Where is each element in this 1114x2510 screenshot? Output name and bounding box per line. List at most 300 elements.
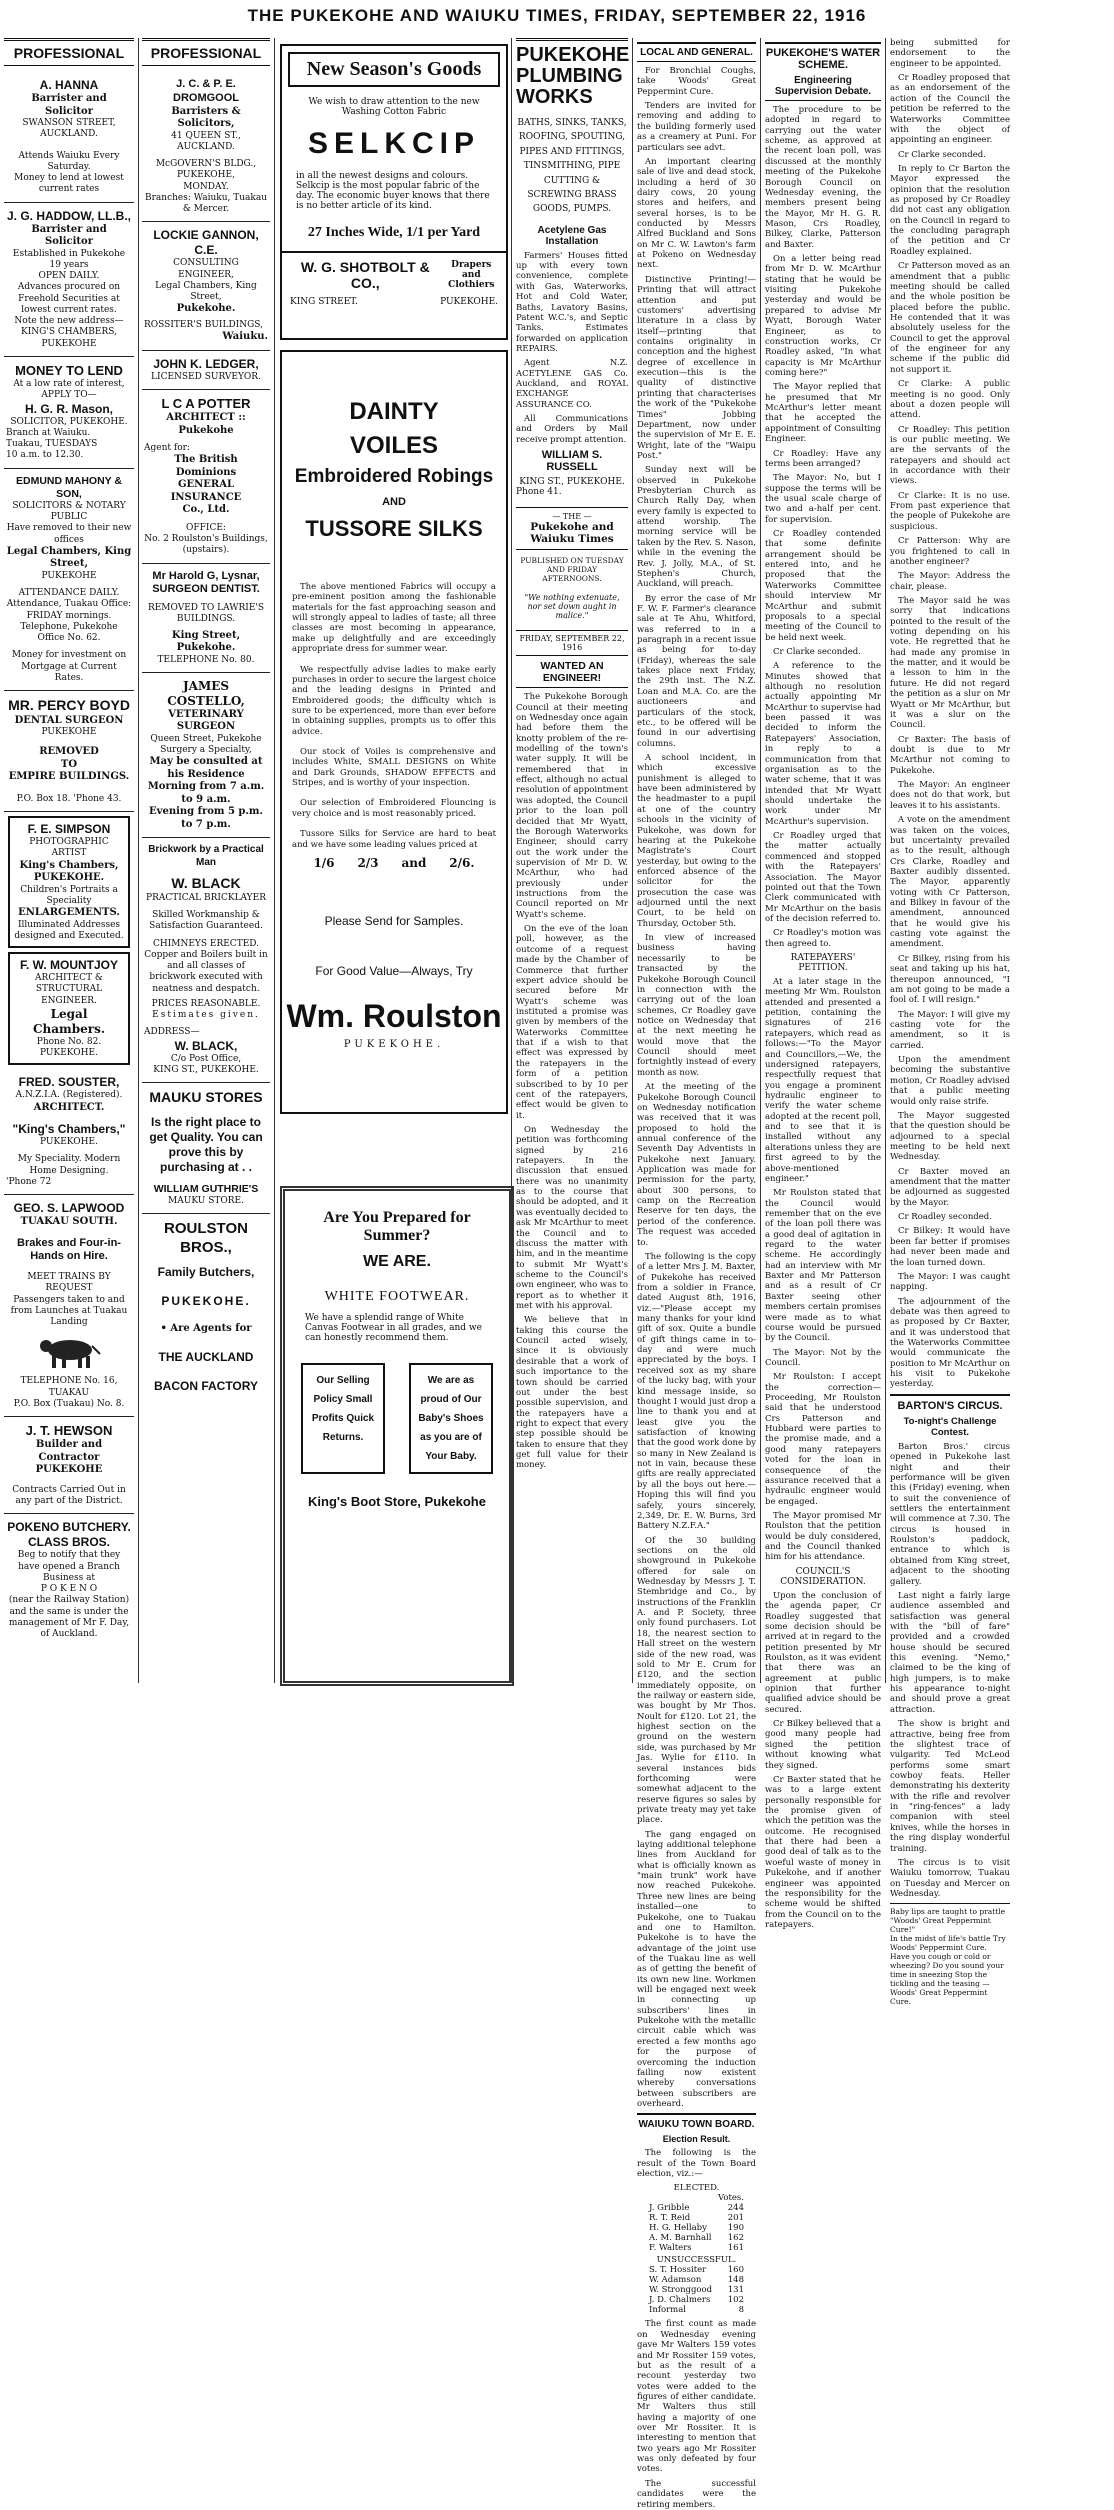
card-line: (near the Railway Station) and the same is under the management of Mr F. Day, of Auckland.: [8, 1595, 130, 1639]
vote-row: [637, 2295, 756, 2305]
price: 2/3: [357, 855, 379, 870]
card-title: POKENO BUTCHERY.: [7, 1520, 131, 1535]
card-line: Contracts Carried Out in any part of the District.: [12, 1484, 126, 1506]
article-paragraph: The Mayor promised Mr Roulston that the petition would be duly considered, and the Council thanked him for his attendance.: [765, 1511, 881, 1563]
motto: "We nothing extenuate, nor set down aught in malice.": [524, 593, 620, 621]
card-line: REMOVED: [39, 746, 99, 758]
card-line: Have removed to their new offices: [6, 523, 132, 545]
article-paragraph: Cr Clarke seconded.: [773, 646, 861, 657]
card-line: PUKEKOHE: [41, 570, 97, 581]
article-paragraph: In view of increased business having necessarily to be transacted by the Pukekohe Borough Council in connection with the carrying out of the loan schemes, Cr Roadley gave notice on Wednesday that at the next meeting he would move that the Council should meet fortnightly instead of every month as now.: [637, 933, 756, 1078]
card-line: TELEPHONE No. 80.: [157, 654, 255, 665]
card-line: PRACTICAL BRICKLAYER: [146, 892, 266, 903]
article-paragraph: The first count as made on Wednesday evening gave Mr Walters 159 votes and Mr Rossiter 159 votes, but as the result of a recount yesterday two votes were added to the figures of either candidate. Mr Walters thus still having a majority of one over Mr Rossiter. It is interesting to mention that two years ago Mr Rossiter was only defeated by four votes.: [637, 2319, 756, 2475]
card-title: JOHN K. LEDGER,: [153, 356, 259, 371]
card-line: MONDAY.: [183, 181, 229, 192]
article-paragraph: The Mayor: An engineer does not do that work, but leaves it to his assistants.: [890, 780, 1010, 811]
ad-footer-address: [282, 297, 506, 307]
article-paragraph: The Mayor: Address the chair, please.: [890, 571, 1010, 592]
masthead: THE PUKEKOHE AND WAIUKU TIMES, FRIDAY, SEPTEMBER 22, 1916: [247, 6, 867, 25]
column-water-scheme: [765, 38, 881, 1930]
article-paragraph: Mr Roulston stated that the Council would remember that on the eve of the loan poll there was a good deal of agitation in regard to the water scheme. He accordingly had an interview with Mr Baxter and Mr Patterson and as a result of Cr Baxter seeing other members certain promises were made as to what course would be pursued by the Council.: [765, 1188, 881, 1344]
article-paragraph: Cr Clarke: It is no use. From past experience that the people of Pukekohe are suspicious.: [890, 490, 1010, 532]
vote-row: [637, 2223, 756, 2233]
article-paragraph: The adjournment of the debate was then agreed to as proposed by Cr Baxter, and it was understood that the Waterworks Committee would communicate the position to Mr McArthur on his visit to Pukekohe yesterday.: [890, 1296, 1010, 1390]
card-line: Children's Portraits a Speciality: [20, 884, 118, 906]
card-lapwood: [4, 1195, 134, 1417]
ad-paragraph: Our stock of Voiles is comprehensive and includes White, SMALL DESIGNS on White and Dark Grounds, SHADOW EFFECTS and Stripes, and is worthy of your inspection.: [292, 747, 496, 789]
card-line: EMPIRE BUILDINGS.: [8, 771, 130, 783]
card-line: Tuakau, TUESDAYS: [6, 439, 98, 449]
article-paragraph: A school incident, in which excessive punishment is alleged to have been administered by the headmaster to a pupil at one of the country schools in the vicinity of Pukekohe, was down for hearing at the Pukekohe Magistrate's Court yesterday, but owing to the enforced absence of the solicitor for the prosecution the case was adjourned until the next Court, to be held on Thursday, October 5th.: [637, 753, 756, 929]
card-line: • Are Agents for: [160, 1323, 252, 1335]
article-subheading: COUNCIL'S CONSIDERATION.: [780, 1566, 866, 1587]
card-line: GENERAL INSURANCE: [170, 479, 242, 503]
article-paragraph: Cr Bilkey: It would have been far better if promises had never been made and the loan turned down.: [890, 1226, 1010, 1268]
card-line: The British Dominions: [174, 454, 238, 478]
card-line: A.N.Z.I.A. (Registered).: [15, 1090, 123, 1101]
card-line: CONSULTING ENGINEER,: [173, 258, 239, 280]
column-rule: [632, 38, 633, 1683]
card-title: J. C. & P. E. DROMGOOL: [173, 78, 239, 104]
ad-new-seasons-goods: [280, 44, 508, 340]
card-hanna: [4, 72, 134, 203]
card-title: JAMES COSTELLO,: [167, 678, 245, 708]
publish-note: PUBLISHED ON TUESDAY AND FRIDAY AFTERNOONS.: [520, 556, 624, 584]
article-paragraph: A reference to the Minutes showed that although no resolution actually appointing Mr McArthur to supervise had been passed it was decided to inform the Ratepayers' Association, in reply to a communication from that organisation as to the water scheme, that it was intended that Mr Wyatt should undertake the work under Mr McArthur's supervision.: [765, 661, 881, 827]
section-header: PROFESSIONAL: [4, 38, 134, 66]
card-line: P.O. Box (Tuakau) No. 8.: [13, 1398, 125, 1409]
card-title: J. G. HADDOW, LL.B.,: [6, 208, 131, 223]
card-line: CLASS BROS.: [27, 1535, 110, 1550]
card-title: FRED. SOUSTER,: [18, 1075, 120, 1090]
article-paragraph: Cr Roadley: Have any terms been arranged?: [765, 448, 881, 469]
ad-firm: King's Boot Store, Pukekohe: [308, 1494, 486, 1509]
votes: 201: [727, 2213, 744, 2224]
article-paragraph: We believe that in taking this course the Council acted wisely, since it is obviously desirable that a work of such importance to the town should be carried out under the best possible supervision, and the ratepayers have a right to expect that every step possible should be taken to ensure that they get full value for their money.: [516, 1315, 628, 1471]
card-line: Established in Pukekohe 19 years: [12, 248, 126, 270]
article-paragraph: Cr Bilkey believed that a good many people had signed the petition without knowing what they signed.: [765, 1719, 881, 1771]
card-line: At a low rate of interest,: [13, 379, 125, 389]
ad-phone: Phone 41.: [516, 487, 562, 498]
article-subtitle: Engineering Supervision Debate.: [765, 75, 881, 101]
nameplate-the: — THE —: [516, 507, 628, 521]
verse-line: Have you cough or cold or wheezing? Do you sound your time in sneezing Stop the tickling and the teasing — Woods' Great Peppermint Cure.: [890, 1952, 1004, 2007]
ad-title: AND: [382, 496, 406, 508]
votes: 148: [727, 2275, 744, 2286]
card-line: King Street, Pukekohe.: [171, 629, 241, 653]
votes: 102: [727, 2295, 744, 2306]
vote-row: [637, 2233, 756, 2243]
vote-row: [637, 2243, 756, 2253]
ad-text: For Good Value—Always, Try: [315, 963, 473, 978]
article-paragraph: Cr Roadley: This petition is our public meeting. We are the servants of the ratepayers and should act in accordance with their views.: [890, 424, 1010, 487]
vote-row: [637, 2203, 756, 2213]
vote-row: [637, 2275, 756, 2285]
ad-firm-sub: Drapers and Clothiers: [448, 260, 495, 290]
article-paragraph: Mr Roulston: I accept the correction—Proceeding, Mr Roulston said that he understood Crs Patterson and Hubbard were parties to the promise made, and a good many ratepayers voted for the loan in consequence of the assurance received that a hydraulic engineer would be engaged.: [765, 1372, 881, 1507]
card-line: P O K E N O: [40, 1584, 98, 1594]
card-mountjoy: [8, 952, 130, 1065]
article-title: WANTED AN ENGINEER!: [516, 660, 628, 688]
card-line: Branch at Waiuku.: [6, 427, 91, 438]
column-professional-2: [142, 38, 270, 1683]
price: 2/6.: [449, 855, 475, 870]
card-line: Branches: Waiuku, Tuakau & Mercer.: [144, 192, 267, 214]
card-line: REMOVED TO LAWRIE'S BUILDINGS.: [147, 603, 265, 625]
card-title: MONEY TO LEND: [15, 362, 123, 378]
article-paragraph: Distinctive Printing!—Printing that will attract attention and put customers' advertising literature in a class by itself—printing that contains originality in conception and the highest degree of excellence in execution—this is the quality of distinctive printing that characterises the work of the "Pukekohe Times" Jobbing Department, now under the supervision of Mr E. E. Wright, late of the "Waipu Post.": [637, 274, 756, 461]
card-title: J. T. HEWSON: [25, 1423, 113, 1438]
column-local-general: [637, 38, 756, 2510]
votes: 190: [727, 2223, 744, 2234]
ad-footer: [282, 251, 506, 297]
article-paragraph: Cr Clarke seconded.: [898, 149, 986, 160]
card-line: Builder and Contractor: [35, 1439, 103, 1463]
section-header: LOCAL AND GENERAL.: [637, 42, 756, 62]
ad-boxes: [301, 1363, 493, 1474]
vote-row: [637, 2305, 756, 2315]
card-line: MEET TRAINS BY REQUEST: [27, 1272, 111, 1294]
card-hewson: [4, 1417, 134, 1514]
card-line: No. 2 Roulston's Buildings, (upstairs).: [144, 534, 268, 556]
votes: 244: [727, 2203, 744, 2214]
card-line: ATTENDANCE DAILY.: [18, 588, 120, 598]
card-line: PUKEKOHE: [41, 727, 97, 737]
article-paragraph: The Pukekohe Borough Council at their meeting on Wednesday once again had before them the knotty problem of the re-modelling of the town's water supply. It will be remembered that in effect, although no actual resolution of appointment was adopted, the Council prior to the loan poll decided that Mr Wyatt, the Borough Waterworks Engineer, should carry out the work under the supervision of Mr D. W. McArthur, who had previously under instructions from the Council reported on Mr Wyatt's scheme.: [516, 692, 628, 920]
bull-icon: [34, 1334, 104, 1370]
card-line: Barrister and Solicitor: [31, 223, 107, 247]
candidate: H. G. Hellaby: [649, 2223, 707, 2234]
ad-text: in all the newest designs and colours. Selkcip is the most popular fabric of the day. The economic buyer knows that there is no better article of its kind.: [296, 171, 490, 211]
ad-subtitle: WHITE FOOTWEAR.: [324, 1289, 470, 1304]
card-line: Legal Chambers, King Street,: [155, 280, 257, 302]
card-line: Money to lend at lowest current rates: [14, 173, 124, 195]
card-line: PUKEKOHE.: [161, 1294, 251, 1309]
card-line: PRICES REASONABLE.: [151, 998, 261, 1009]
card-line: ROSSITER'S BUILDINGS,: [144, 319, 264, 330]
article-paragraph: The successful candidates were the retiring members.: [637, 2478, 756, 2510]
article-title: PUKEKOHE'S WATER SCHEME.: [765, 42, 881, 71]
vote-column-header: Votes.: [718, 2193, 744, 2204]
card-line: 41 QUEEN ST., AUCKLAND.: [171, 130, 241, 152]
card-title: F. E. SIMPSON: [27, 822, 111, 836]
ad-town: PUKEKOHE.: [343, 1038, 445, 1050]
article-paragraph: Cr Roadley urged that the matter actually commenced and stopped with the Ratepayers' Association. The Mayor pointed out that the Town Clerk communicated with Mr McArthur on the basis of the decision referred to.: [765, 831, 881, 924]
vote-row: [637, 2265, 756, 2275]
card-line: Illuminated Addresses designed and Executed.: [14, 919, 124, 941]
card-line: 10 a.m. to 12.30.: [6, 450, 84, 461]
ad-subtitle: Acetylene Gas Installation: [537, 224, 607, 247]
article-paragraph: On the eve of the loan poll, however, as the outcome of a request made by the Chamber of Commerce that further expert advice should be secured before Mr Wyatt's scheme was instituted a promise was given by members of the Waterworks Committee that if a wish to that effect was expressed by the ratepayers in the form of a petition subscribed to by 10 per cent of the ratepayers, effect would be given to it.: [516, 924, 628, 1121]
card-line: SOLICITOR, PUKEKOHE.: [10, 416, 128, 427]
card-line: Evening from 5 p.m. to 7 p.m.: [149, 806, 263, 830]
vote-row: [637, 2213, 756, 2223]
article-paragraph: Cr Roadley proposed that as an endorsement of the action of the Council the petition be referred to the Waterworks Committee with the object of appointing an engineer.: [890, 73, 1010, 146]
ad-text: We have a splendid range of White Canvas Footwear in all grades, and we can honestly recommend them.: [305, 1313, 482, 1343]
article-paragraph: Sunday next will be observed in Pukekohe Presbyterian Church as Church Rally Day, when every family is expected to attend worship. The morning service will be taken by the Rev. S. Nason, while in the evening the Rev. J. Jolly, M.A., of St. Stephen's Church, Auckland, will preach.: [637, 465, 756, 590]
card-black: [142, 838, 270, 1083]
card-title: Mr Harold G, Lysnar,: [152, 569, 260, 582]
card-potter: [142, 390, 270, 564]
column-rule: [274, 38, 275, 1683]
card-line: SOLICITORS & NOTARY PUBLIC: [12, 500, 126, 522]
article-paragraph: An important clearing sale of live and dead stock, including a herd of 30 dairy cows, 20 young stores and heifers, and several horses, is to be conducted by Messrs Alfred Buckland and Sons on Mr C. W. Lawton's farm at Pokeno on Wednesday next.: [637, 156, 756, 271]
ad-firm: Wm. Roulston: [286, 997, 502, 1034]
article-paragraph: Upon the conclusion of the agenda paper, Cr Roadley suggested that some decision should be arrived at in regard to the petition presented by Mr Roulston, as it was evident that there was an agreement at public opinion that further qualified advice should be secured.: [765, 1590, 881, 1715]
card-line: SURGEON DENTIST.: [152, 583, 260, 596]
card-percy-boyd: [4, 691, 134, 812]
card-line: ARCHITECT :: Pukekohe: [166, 412, 246, 436]
candidate: J. Gribble: [649, 2203, 690, 2214]
card-line: TELEPHONE No. 16, TUAKAU: [20, 1376, 118, 1398]
card-line: "King's Chambers,": [12, 1122, 126, 1136]
verse-line: In the midst of life's battle Try Woods' Peppermint Cure.: [890, 1934, 1006, 1953]
card-title: A. HANNA: [39, 78, 99, 92]
column-professional-1: [4, 38, 134, 1683]
candidate: Informal: [649, 2305, 687, 2316]
card-line: ENLARGEMENTS.: [18, 907, 120, 918]
ad-white-footwear: [280, 1186, 514, 1686]
card-roulston-bros: [142, 1214, 270, 1400]
ad-text: BATHS, SINKS, TANKS, ROOFING, SPOUTING, PIPES AND FITTINGS, TINSMITHING, PIPE CUTTING & SCREWING BRASS GOODS, PUMPS.: [517, 118, 627, 215]
card-line: H. G. R. Mason,: [24, 401, 113, 416]
card-line: MAUKU STORE.: [168, 1195, 244, 1206]
article-paragraph: On Wednesday the petition was forthcoming signed by 216 ratepayers. In the discussion that ensued there was no unanimity as to the course that should be adopted, and it was eventually decided to ask Mr McArthur to meet the Council and to discuss the matter with him, and in the meantime to submit Mr Wyatt's scheme to the Council's own engineer, who was to report as to whether it met with his approval.: [516, 1124, 628, 1312]
verse-line: Baby lips are taught to prattle "Woods' Great Peppermint Cure!": [890, 1907, 1006, 1935]
column-continued: [890, 38, 1010, 2007]
ad-paragraph: Agent N.Z. ACETYLENE GAS Co. Auckland, and ROYAL EXCHANGE ASSURANCE CO.: [516, 358, 628, 410]
card-title: W. BLACK: [171, 875, 241, 892]
card-line: VETERINARY SURGEON: [168, 708, 244, 733]
article-paragraph: Cr Patterson moved as an amendment that a public meeting should be called and the whole position be placed before the public. He contended that it was absolutely useless for the Council to get the approval of the engineer for any scheme if the public did not support it.: [890, 261, 1010, 375]
card-line: Pukekohe.: [176, 303, 236, 315]
vote-heading: ELECTED.: [673, 2183, 720, 2194]
card-line: PUKEKOHE: [35, 1464, 103, 1476]
card-mauku-stores: [142, 1083, 270, 1214]
card-line: Skilled Workmanship & Satisfaction Guaranteed.: [149, 910, 263, 932]
card-line: Waiuku.: [222, 331, 268, 342]
article-paragraph: Tenders are invited for removing and adding to the building formerly used as a creamery at Puni. For particulars see advt.: [637, 101, 756, 153]
ad-town: PUKEKOHE.: [440, 297, 498, 307]
article-paragraph: The circus is to visit Waiuku tomorrow, Tuakau on Tuesday and Mercer on Wednesday.: [890, 1857, 1010, 1899]
article-title: WAIUKU TOWN BOARD.: [637, 2113, 756, 2130]
column-rule: [138, 38, 139, 1683]
card-line: DENTAL SURGEON: [14, 714, 124, 726]
card-lockie-gannon: [142, 222, 270, 350]
article-paragraph: being submitted for endorsement to the engineer to be appointed.: [890, 38, 1010, 69]
vote-row: [637, 2285, 756, 2295]
article-subheading: RATEPAYERS' PETITION.: [790, 953, 856, 974]
article-paragraph: The show is bright and attractive, being free from the slightest trace of vulgarity. Ted McLeod performs some smart cowboy feats. Heller demonstrating his dexterity with the rifle and revolver in "ring-fences" a lady companion with steel knives, while the horses in the ring display wonderful training.: [890, 1719, 1010, 1854]
card-line: ARCHITECT.: [33, 1101, 105, 1113]
card-line: Beg to notify that they have opened a Branch Business at: [17, 1550, 121, 1583]
candidate: W. Adamson: [649, 2275, 702, 2286]
card-line: PHOTOGRAPHIC ARTIST: [29, 837, 109, 859]
nameplate: Pukekohe and Waiuku Times: [516, 521, 628, 550]
ad-street: KING STREET.: [290, 297, 358, 307]
card-haddow: [4, 203, 134, 357]
ad-text: We wish to draw attention to the new Washing Cotton Fabric: [308, 97, 480, 117]
article-paragraph: Last night a fairly large audience assembled and satisfaction was general with the "bill of fare" provided and a crowded house should be secured this evening. "Nemo," claimed to be the king of high jumpers, is to make his appearance to-night and should prove a great attraction.: [890, 1590, 1010, 1715]
card-line: THE AUCKLAND: [158, 1349, 254, 1364]
ad-title: VOILES: [349, 432, 439, 459]
ad-title: Embroidered Robings: [294, 466, 494, 487]
card-line: SWANSON STREET, AUCKLAND.: [22, 118, 116, 140]
article-paragraph: For Bronchial Coughs, take Woods' Great Peppermint Cure.: [637, 66, 756, 97]
ad-firm: W. G. SHOTBOLT & CO.,: [300, 259, 430, 291]
card-line: Legal Chambers, King Street,: [6, 545, 132, 570]
ad-title: WE ARE.: [363, 1253, 431, 1270]
card-costello: [142, 673, 270, 839]
votes: 131: [727, 2285, 744, 2296]
card-title: MR. PERCY BOYD: [8, 697, 130, 713]
card-line: Agent for:: [144, 443, 190, 453]
article-paragraph: At the meeting of the Pukekohe Borough Council on Wednesday notification was received that it was proposed to hold the annual conference of the Seventh Day Adventists in Pukekohe next January. Application was made for permission for the party, about 300 persons, to camp on the Recreation Reserve for ten days, the period of the conference. The request was acceded to.: [637, 1082, 756, 1248]
card-line: Advances procured on Freehold Securities at lowest current rates.: [17, 282, 121, 315]
article-paragraph: The Mayor suggested that the question should be adjourned to a special meeting to be held next Wednesday.: [890, 1110, 1010, 1163]
card-line: Attends Waiuku Every Saturday.: [18, 150, 120, 172]
article-paragraph: On a letter being read from Mr D. W. McArthur stating that he would be visiting Pukekohe yesterday and would be prepared to advise Mr Wyatt, Borough Water Engineer, as to construction works, Cr Roadley asked, "In what capacity is Mr McArthur coming here?": [765, 254, 881, 378]
ad-firm: WILLIAM S. RUSSELL: [541, 449, 603, 474]
article-paragraph: Cr Bilkey, rising from his seat and taking up his hat, thereupon announced, "I am not going to be made a fool of. I will resign.": [890, 953, 1010, 1006]
card-title: MAUKU STORES: [149, 1089, 263, 1105]
votes: 162: [727, 2233, 744, 2244]
column-rule: [885, 38, 886, 1683]
article-paragraph: At a later stage in the meeting Mr Wm. Roulston attended and presented a petition, containing the signatures of 216 ratepayers, which read as follows:—"To the Mayor and Councillors,—We, the undersigned ratepayers, respectfully request that you engage a prominent hydraulic engineer to verify the water scheme adopted at the recent poll, and to see that it is installed without any alterations unless they are first agreed to by the above-mentioned engineer.": [765, 977, 881, 1184]
tail-verse: [890, 1903, 1010, 2006]
article-paragraph: The Mayor: I will give my casting vote for the amendment, so it is carried.: [890, 1009, 1010, 1051]
ad-title: PUKEKOHE PLUMBING WORKS: [516, 38, 628, 108]
article-paragraph: Cr Baxter moved an amendment that the matter be adjourned as suggested by the Mayor.: [890, 1166, 1010, 1208]
ad-box: Our Selling Policy Small Profits Quick Returns.: [301, 1363, 385, 1474]
dateline: FRIDAY, SEPTEMBER 22, 1916: [516, 630, 628, 656]
article-paragraph: The gang engaged on laying additional telephone lines from Auckland for what is officially known as "main trunk" work have now reached Pukekohe. Three new lines are being installed—one to Pukekohe, one to Tuakau and one to Hamilton. Pukekohe is to have the advantage of the joint use of the Tuakau line as well as of getting the benefit of its own new line. Workmen will be engaged next week in connecting up subscribers' lines in Pukekohe with the metallic circuit cable which was erected a few months ago for the purpose of overcoming the induction failing now existent whereby conversations between subscribers are overheard.: [637, 1829, 756, 2109]
ad-paragraph: Tussore Silks for Service are hard to beat and we have some leading values priced at: [292, 829, 496, 850]
card-money-to-lend: [4, 357, 134, 469]
card-line: Note the new address—: [14, 316, 124, 326]
card-title: GEO. S. LAPWOOD: [13, 1201, 125, 1215]
price: and: [401, 855, 427, 870]
candidate: W. Stronggood: [649, 2285, 713, 2296]
card-line: Morning from 7 a.m. to 9 a.m.: [147, 781, 265, 805]
card-line: KING'S CHAMBERS, PUKEKOHE: [21, 327, 117, 349]
article-paragraph: The following is the result of the Town Board election, viz.:—: [637, 2148, 756, 2180]
card-dromgool: [142, 72, 270, 222]
candidate: S. T. Hossiter: [649, 2265, 707, 2276]
article-paragraph: Of the 30 building sections on the old showground in Pukekohe offered for sale on Wednesday by Messrs J. T. Stembridge and Co., by instructions of the Franklin A. and P. Society, three only found purchasers. Lot 18, the nearest section to Hall street on the western side of the new road, was sold to Mr E. Crum for £120, and the section immediately opposite, on the railway or eastern side, was bought by Mr Thos. Noult for £120. Lot 21, the highest section on the ground on the western side, was purchased by Mr Jas. Wylie for £110. In several instances bids forthcoming were somewhat adjacent to the reserve figures so sales by private treaty may yet take place.: [637, 1535, 756, 1826]
ad-address: KING ST., PUKEKOHE.: [519, 477, 625, 488]
candidate: J. D. Chalmers: [649, 2295, 711, 2306]
card-line: ARCHITECT & STRUCTURAL ENGINEER.: [35, 973, 103, 1006]
card-line: C/o Post Office,: [170, 1053, 242, 1064]
article-paragraph: A vote on the amendment was taken on the voices, but uncertainty prevailed as to the result, although Crs Clarke, Roadley and Baxter audibly dissented. The Mayor, apparently voting with Cr Patterson, and Bilkey in favour of the amendment, announced that he would give his casting vote against the amendment.: [890, 815, 1010, 950]
card-line: Family Butchers,: [157, 1265, 255, 1280]
article-paragraph: Cr Roadley contended that some definite arrangement should be entered into, and he proposed that the Waterworks Committee should interview Mr McArthur and submit proposals to a special meeting of the Council to be held next week.: [765, 529, 881, 643]
section-header: PROFESSIONAL: [142, 38, 270, 66]
card-line: McGOVERN'S BLDG., PUKEKOHE,: [155, 159, 257, 181]
article-paragraph: Cr Baxter: The basis of doubt is due to Mr McArthur not coming to Pukekohe.: [890, 734, 1010, 776]
card-line: Legal Chambers.: [32, 1006, 106, 1036]
card-line: Phone No. 82. PUKEKOHE.: [36, 1036, 102, 1058]
ad-dainty-voiles: [280, 350, 508, 1114]
card-line: BACON FACTORY: [153, 1378, 258, 1393]
candidate: R. T. Reid: [649, 2213, 691, 2224]
ad-paragraph: All Communications and Orders by Mail receive prompt attention.: [516, 414, 628, 445]
ad-paragraph: Farmers' Houses fitted up with every town convenience, complete with Gas, Waterworks, Hot and Cold Water, Baths, Lavatory Basins, Patent W.C.'s, and Septic Tanks. Estimates forwarded on application REPAIRS.: [516, 250, 628, 354]
ad-prices: [302, 856, 486, 870]
card-simpson: [8, 816, 130, 948]
article-paragraph: Cr Clarke: A public meeting is no good. Only about a dozen people will attend.: [890, 379, 1010, 421]
card-lysnar: [142, 564, 270, 673]
card-title: ROULSTON BROS.,: [164, 1219, 248, 1256]
ad-box: We are as proud of Our Baby's Shoes as you are of Your Baby.: [409, 1363, 493, 1474]
card-ledger: [142, 351, 270, 390]
ad-paragraph: We respectfully advise ladies to make early purchases in order to secure the largest choice and the leading designs in Printed and Embroidered goods; the difficulty which is sure to be experienced, more than ever before in obtaining supplies, prompts us to offer this advice.: [292, 664, 496, 737]
article-paragraph: The Mayor: No, but I suppose the terms will be the usual scale charge of two and a-half per cent. for supervision.: [765, 473, 881, 525]
card-line: OFFICE:: [186, 522, 226, 533]
vote-heading: UNSUCCESSFUL.: [656, 2255, 737, 2266]
card-line: W. BLACK,: [174, 1038, 238, 1053]
article-paragraph: Cr Patterson: Why are you frightened to call in another engineer?: [890, 536, 1010, 567]
card-line: May be consulted at his Residence: [149, 756, 263, 780]
card-line: P.O. Box 18. 'Phone 43.: [16, 793, 122, 804]
article-paragraph: The Mayor: I was caught napping.: [890, 1271, 1010, 1293]
votes: 8: [738, 2305, 744, 2316]
article-paragraph: The Mayor replied that he presumed that Mr McArthur's letter meant that he accepted the appointment of Consulting Engineer.: [765, 382, 881, 445]
article-title: BARTON'S CIRCUS.: [890, 1394, 1010, 1412]
votes: 161: [727, 2243, 744, 2254]
card-line: Passengers taken to and from Launches at Tuakau Landing: [10, 1294, 128, 1327]
card-line: Surgery a Specialty,: [160, 745, 252, 755]
card-line: Co., Ltd.: [182, 504, 230, 516]
candidate: A. M. Barnhall: [649, 2233, 712, 2244]
article-paragraph: Upon the amendment becoming the substantive motion, Cr Roadley advised that a public meeting would only raise strife.: [890, 1055, 1010, 1107]
price: 1/6: [313, 855, 335, 870]
article-paragraph: The Mayor: Not by the Council.: [765, 1347, 881, 1368]
card-line: Is the right place to get Quality. You can prove this by purchasing at . .: [149, 1114, 263, 1174]
ad-title: Are You Prepared for Summer?: [323, 1209, 471, 1244]
ad-paragraph: The above mentioned Fabrics will occupy a pre-eminent position among the fashionable materials for the fast approaching season and will strongly appeal to ladies of taste; all three classes are most becoming in appearance, make up delightfully and are exceedingly appropriate dress for summer wear.: [292, 582, 496, 655]
card-line: Barristers & Solicitors,: [171, 105, 241, 129]
ad-title: DAINTY: [349, 398, 439, 425]
card-line: King's Chambers,: [19, 859, 119, 871]
ad-title: TUSSORE SILKS: [305, 516, 483, 541]
card-mahony: [4, 469, 134, 692]
votes: 160: [727, 2265, 744, 2276]
ad-price: 27 Inches Wide, 1/1 per Yard: [307, 225, 481, 240]
card-title: L C A POTTER: [161, 395, 251, 411]
card-souster: [4, 1069, 134, 1195]
card-line: CHIMNEYS ERECTED.: [152, 938, 260, 949]
ad-title: New Season's Goods: [288, 52, 500, 87]
candidate: F. Walters: [649, 2243, 692, 2254]
card-line: Barrister and Solicitor: [31, 93, 107, 117]
card-title: EDMUND MAHONY & SON,: [16, 474, 122, 500]
article-paragraph: The procedure to be adopted in regard to carrying out the water scheme, as approved at the recent loan poll, was discussed at the monthly meeting of the Pukekohe Borough Council on Wednesday evening, the members present being the Mayor, Mr H. G. R. Mason, Crs Roadley, Bilkey, Clarke, Patterson and Baxter.: [765, 105, 881, 250]
card-line: Estimates given.: [152, 1010, 260, 1020]
card-line: OPEN DAILY.: [38, 271, 100, 281]
article-paragraph: Barton Bros.' circus opened in Pukekohe last night and their performance will be given this (Friday) evening, when to suit the convenience of settlers the entertainment will commence at 7.30. The circus is housed in Roulston's paddock, entrance to which is obtained from King street, adjacent to the shooting gallery.: [890, 1441, 1010, 1587]
article-paragraph: Cr Baxter stated that he was to a large extent personally responsible for the promise given of which the petition was the outcome. He recognised that there had been a good deal of talk as to the woeful waste of money in Pukekohe, and if another engineer was appointed the responsibility for the scheme would be shifted from the Council on to the ratepayers.: [765, 1774, 881, 1930]
card-line: KING ST., PUKEKOHE.: [153, 1064, 259, 1075]
card-line: APPLY TO—: [41, 390, 97, 401]
card-line: Attendance, Tuakau Office: FRIDAY mornings. Telephone, Pukekohe Office No. 62.: [6, 599, 132, 643]
card-line: ADDRESS—: [144, 1027, 200, 1038]
card-pokeno-butchery: [4, 1514, 134, 1646]
card-line: Brickwork by a Practical Man: [148, 844, 264, 868]
card-line: LICENSED SURVEYOR.: [151, 371, 261, 382]
